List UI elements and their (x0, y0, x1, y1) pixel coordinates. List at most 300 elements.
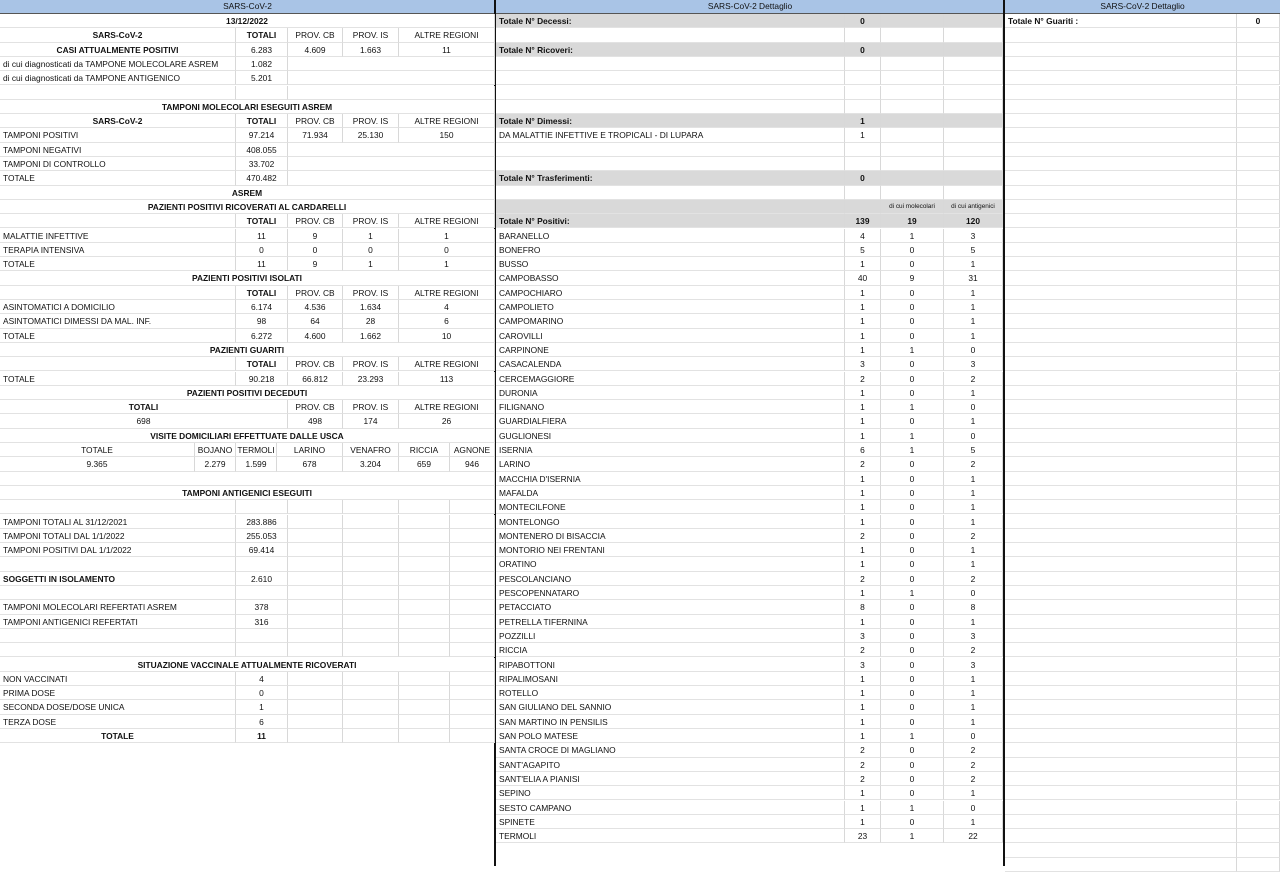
summary-cell[interactable]: 0 (399, 243, 495, 257)
comune-molecular[interactable]: 1 (881, 829, 944, 843)
summary-cell[interactable]: TERMOLI (236, 443, 277, 457)
comune-total[interactable]: 1 (845, 486, 881, 500)
summary-cell[interactable] (450, 500, 495, 514)
comune-name[interactable]: SANT'AGAPITO (496, 758, 845, 772)
comune-antigenic[interactable]: 2 (944, 772, 1003, 786)
guariti-cell[interactable] (1237, 615, 1280, 629)
guariti-cell[interactable] (1005, 486, 1237, 500)
summary-cell[interactable] (0, 643, 236, 657)
summary-cell[interactable]: PROV. IS (343, 114, 399, 128)
summary-cell[interactable] (236, 557, 288, 571)
guariti-cell[interactable] (1005, 100, 1237, 114)
guariti-cell[interactable] (1237, 543, 1280, 557)
summary-cell[interactable]: ALTRE REGIONI (399, 400, 495, 414)
summary-cell[interactable] (343, 572, 399, 586)
guariti-cell[interactable] (1237, 128, 1280, 142)
guariti-cell[interactable] (1237, 672, 1280, 686)
summary-cell[interactable] (399, 729, 450, 743)
summary-cell[interactable]: TAMPONI DI CONTROLLO (0, 157, 236, 171)
comune-antigenic[interactable]: 1 (944, 329, 1003, 343)
guariti-cell[interactable] (1005, 357, 1237, 371)
guariti-cell[interactable] (1237, 457, 1280, 471)
detail-value[interactable]: 1 (845, 128, 881, 142)
summary-cell[interactable]: PROV. CB (288, 214, 343, 228)
summary-cell[interactable] (399, 715, 450, 729)
guariti-cell[interactable] (1005, 743, 1237, 757)
comune-molecular[interactable]: 0 (881, 300, 944, 314)
comune-molecular[interactable]: 0 (881, 472, 944, 486)
guariti-cell[interactable] (1005, 772, 1237, 786)
detail-value[interactable]: 0 (845, 14, 881, 28)
comune-antigenic[interactable]: 1 (944, 515, 1003, 529)
summary-cell[interactable]: 4 (399, 300, 495, 314)
comune-antigenic[interactable]: 0 (944, 586, 1003, 600)
summary-cell[interactable]: PROV. IS (343, 214, 399, 228)
comune-total[interactable]: 1 (845, 615, 881, 629)
guariti-cell[interactable] (1005, 600, 1237, 614)
molecular-subheader[interactable]: di cui molecolari (881, 200, 944, 214)
summary-cell[interactable] (236, 629, 288, 643)
guariti-cell[interactable] (1237, 586, 1280, 600)
summary-cell[interactable] (450, 629, 495, 643)
summary-cell[interactable]: TOTALI (236, 357, 288, 371)
guariti-cell[interactable] (1005, 715, 1237, 729)
detail-cell[interactable] (944, 128, 1003, 142)
comune-total[interactable]: 1 (845, 700, 881, 714)
comune-name[interactable]: CAMPOMARINO (496, 314, 845, 328)
guariti-cell[interactable] (1005, 443, 1237, 457)
detail-label[interactable] (496, 157, 845, 171)
guariti-cell[interactable] (1005, 314, 1237, 328)
summary-cell[interactable]: SITUAZIONE VACCINALE ATTUALMENTE RICOVERATI (0, 658, 495, 672)
detail-value[interactable]: 1 (845, 114, 881, 128)
comune-molecular[interactable]: 0 (881, 815, 944, 829)
summary-cell[interactable] (0, 586, 236, 600)
comune-antigenic[interactable]: 1 (944, 686, 1003, 700)
comune-antigenic[interactable]: 3 (944, 357, 1003, 371)
summary-cell[interactable]: ASINTOMATICI DIMESSI DA MAL. INF. (0, 314, 236, 328)
summary-cell[interactable] (0, 214, 236, 228)
comune-molecular[interactable]: 0 (881, 615, 944, 629)
summary-cell[interactable]: 4.536 (288, 300, 343, 314)
guariti-cell[interactable] (1237, 801, 1280, 815)
guariti-cell[interactable] (1237, 786, 1280, 800)
comune-molecular[interactable]: 0 (881, 372, 944, 386)
guariti-cell[interactable] (1005, 114, 1237, 128)
summary-cell[interactable] (343, 515, 399, 529)
summary-cell[interactable]: SECONDA DOSE/DOSE UNICA (0, 700, 236, 714)
comune-total[interactable]: 1 (845, 715, 881, 729)
comune-name[interactable]: SANTA CROCE DI MAGLIANO (496, 743, 845, 757)
summary-cell[interactable] (399, 700, 450, 714)
comune-molecular[interactable]: 0 (881, 715, 944, 729)
summary-cell[interactable] (399, 629, 450, 643)
guariti-label[interactable]: Totale N° Guariti : (1005, 14, 1237, 28)
comune-molecular[interactable]: 1 (881, 429, 944, 443)
positivi-label[interactable]: Totale N° Positivi: (496, 214, 845, 228)
summary-cell[interactable] (399, 672, 450, 686)
summary-cell[interactable]: 23.293 (343, 372, 399, 386)
comune-molecular[interactable]: 9 (881, 271, 944, 285)
detail-value[interactable] (845, 71, 881, 85)
detail-value[interactable] (845, 157, 881, 171)
comune-total[interactable]: 23 (845, 829, 881, 843)
summary-cell[interactable]: 946 (450, 457, 495, 471)
comune-molecular[interactable]: 0 (881, 772, 944, 786)
summary-cell[interactable]: TOTALI (0, 400, 288, 414)
summary-cell[interactable]: VISITE DOMICILIARI EFFETTUATE DALLE USCA (0, 429, 495, 443)
summary-cell[interactable]: 498 (288, 414, 343, 428)
summary-cell[interactable]: 0 (236, 243, 288, 257)
comune-molecular[interactable]: 0 (881, 457, 944, 471)
comune-total[interactable]: 4 (845, 229, 881, 243)
comune-name[interactable]: CERCEMAGGIORE (496, 372, 845, 386)
summary-cell[interactable] (236, 586, 288, 600)
summary-cell[interactable]: 1.634 (343, 300, 399, 314)
comune-name[interactable]: MONTORIO NEI FRENTANI (496, 543, 845, 557)
detail-value[interactable] (845, 186, 881, 200)
comune-name[interactable]: DURONIA (496, 386, 845, 400)
detail-cell[interactable] (845, 200, 881, 214)
guariti-cell[interactable] (1237, 143, 1280, 157)
summary-cell[interactable]: PROV. CB (288, 28, 343, 42)
summary-cell[interactable]: 255.053 (236, 529, 288, 543)
guariti-cell[interactable] (1237, 286, 1280, 300)
summary-cell[interactable]: 4.600 (288, 329, 343, 343)
detail-label[interactable] (496, 186, 845, 200)
summary-cell[interactable]: 6.174 (236, 300, 288, 314)
detail-cell[interactable] (881, 114, 944, 128)
summary-cell[interactable]: TOTALI (236, 286, 288, 300)
comune-antigenic[interactable]: 1 (944, 472, 1003, 486)
guariti-cell[interactable] (1005, 343, 1237, 357)
summary-cell[interactable] (288, 715, 343, 729)
comune-antigenic[interactable]: 1 (944, 815, 1003, 829)
comune-antigenic[interactable]: 0 (944, 343, 1003, 357)
summary-cell[interactable]: 408.055 (236, 143, 288, 157)
summary-cell[interactable]: TOTALE (0, 329, 236, 343)
guariti-cell[interactable] (1005, 758, 1237, 772)
detail-value[interactable]: 0 (845, 43, 881, 57)
comune-molecular[interactable]: 0 (881, 643, 944, 657)
summary-cell[interactable]: 71.934 (288, 128, 343, 142)
guariti-cell[interactable] (1005, 729, 1237, 743)
summary-cell[interactable]: PROV. IS (343, 286, 399, 300)
guariti-cell[interactable] (1237, 71, 1280, 85)
guariti-cell[interactable] (1237, 257, 1280, 271)
summary-cell[interactable] (450, 672, 495, 686)
guariti-cell[interactable] (1005, 543, 1237, 557)
summary-cell[interactable]: 316 (236, 615, 288, 629)
comune-molecular[interactable]: 0 (881, 600, 944, 614)
guariti-cell[interactable] (1237, 700, 1280, 714)
summary-cell[interactable] (343, 586, 399, 600)
comune-name[interactable]: ISERNIA (496, 443, 845, 457)
guariti-cell[interactable] (1005, 801, 1237, 815)
guariti-cell[interactable] (1237, 572, 1280, 586)
comune-molecular[interactable]: 0 (881, 786, 944, 800)
summary-cell[interactable] (450, 600, 495, 614)
summary-cell[interactable]: MALATTIE INFETTIVE (0, 229, 236, 243)
guariti-cell[interactable] (1005, 28, 1237, 42)
summary-cell[interactable]: VENAFRO (343, 443, 399, 457)
summary-cell[interactable]: TOTALE (0, 171, 236, 185)
summary-cell[interactable] (288, 86, 495, 100)
guariti-cell[interactable] (1237, 200, 1280, 214)
detail-cell[interactable] (881, 100, 944, 114)
comune-total[interactable]: 1 (845, 515, 881, 529)
detail-value[interactable] (845, 100, 881, 114)
guariti-cell[interactable] (1005, 843, 1237, 857)
guariti-cell[interactable] (1005, 128, 1237, 142)
summary-cell[interactable]: 0 (343, 243, 399, 257)
summary-cell[interactable] (450, 700, 495, 714)
summary-cell[interactable] (343, 729, 399, 743)
guariti-cell[interactable] (1237, 743, 1280, 757)
summary-cell[interactable]: 113 (399, 372, 495, 386)
summary-cell[interactable] (343, 615, 399, 629)
comune-antigenic[interactable]: 0 (944, 801, 1003, 815)
comune-name[interactable]: LARINO (496, 457, 845, 471)
comune-molecular[interactable]: 1 (881, 729, 944, 743)
guariti-cell[interactable] (1237, 686, 1280, 700)
comune-total[interactable]: 40 (845, 271, 881, 285)
comune-name[interactable]: BONEFRO (496, 243, 845, 257)
guariti-cell[interactable] (1005, 700, 1237, 714)
summary-cell[interactable] (288, 500, 343, 514)
summary-cell[interactable] (343, 500, 399, 514)
comune-total[interactable]: 1 (845, 586, 881, 600)
summary-cell[interactable]: PROV. CB (288, 114, 343, 128)
summary-cell[interactable]: 11 (399, 43, 495, 57)
comune-molecular[interactable]: 0 (881, 257, 944, 271)
guariti-cell[interactable] (1237, 815, 1280, 829)
guariti-cell[interactable] (1237, 357, 1280, 371)
summary-cell[interactable]: ASINTOMATICI A DOMICILIO (0, 300, 236, 314)
summary-cell[interactable]: 13/12/2022 (0, 14, 495, 28)
summary-cell[interactable]: 6 (399, 314, 495, 328)
guariti-cell[interactable] (1005, 515, 1237, 529)
comune-total[interactable]: 2 (845, 372, 881, 386)
summary-cell[interactable]: ALTRE REGIONI (399, 114, 495, 128)
summary-cell[interactable]: PROV. IS (343, 400, 399, 414)
guariti-cell[interactable] (1005, 57, 1237, 71)
guariti-cell[interactable] (1005, 372, 1237, 386)
summary-cell[interactable] (0, 500, 236, 514)
comune-total[interactable]: 1 (845, 414, 881, 428)
guariti-cell[interactable] (1005, 214, 1237, 228)
guariti-cell[interactable] (1237, 243, 1280, 257)
summary-cell[interactable]: 26 (399, 414, 495, 428)
summary-cell[interactable]: 6 (236, 715, 288, 729)
guariti-cell[interactable] (1237, 472, 1280, 486)
guariti-cell[interactable] (1237, 715, 1280, 729)
summary-cell[interactable] (399, 600, 450, 614)
summary-cell[interactable] (399, 686, 450, 700)
summary-cell[interactable]: ALTRE REGIONI (399, 357, 495, 371)
guariti-cell[interactable] (1237, 229, 1280, 243)
summary-cell[interactable]: 4.609 (288, 43, 343, 57)
detail-cell[interactable] (944, 143, 1003, 157)
detail-cell[interactable] (944, 86, 1003, 100)
guariti-cell[interactable] (1237, 314, 1280, 328)
detail-label[interactable] (496, 143, 845, 157)
comune-antigenic[interactable]: 2 (944, 457, 1003, 471)
comune-total[interactable]: 1 (845, 543, 881, 557)
summary-cell[interactable] (0, 557, 236, 571)
detail-label[interactable]: Totale N° Trasferimenti: (496, 171, 845, 185)
summary-cell[interactable] (343, 629, 399, 643)
comune-name[interactable]: CAROVILLI (496, 329, 845, 343)
comune-name[interactable]: SESTO CAMPANO (496, 801, 845, 815)
guariti-cell[interactable] (1237, 114, 1280, 128)
guariti-cell[interactable] (1237, 329, 1280, 343)
comune-name[interactable]: PESCOPENNATARO (496, 586, 845, 600)
comune-name[interactable]: CAMPOLIETO (496, 300, 845, 314)
comune-name[interactable]: POZZILLI (496, 629, 845, 643)
summary-cell[interactable] (0, 629, 236, 643)
summary-cell[interactable]: 283.886 (236, 515, 288, 529)
detail-label[interactable] (496, 57, 845, 71)
summary-cell[interactable]: 66.812 (288, 372, 343, 386)
comune-antigenic[interactable]: 5 (944, 243, 1003, 257)
positivi-total[interactable]: 139 (845, 214, 881, 228)
summary-cell[interactable] (343, 700, 399, 714)
guariti-cell[interactable] (1005, 71, 1237, 85)
summary-cell[interactable] (236, 643, 288, 657)
summary-cell[interactable] (343, 529, 399, 543)
comune-name[interactable]: RIPALIMOSANI (496, 672, 845, 686)
detail-label[interactable] (496, 100, 845, 114)
guariti-cell[interactable] (1005, 786, 1237, 800)
guariti-cell[interactable] (1237, 414, 1280, 428)
detail-cell[interactable] (881, 157, 944, 171)
summary-cell[interactable] (288, 157, 495, 171)
guariti-cell[interactable] (1237, 214, 1280, 228)
summary-cell[interactable]: TAMPONI ANTIGENICI ESEGUITI (0, 486, 495, 500)
summary-cell[interactable]: TAMPONI TOTALI AL 31/12/2021 (0, 515, 236, 529)
summary-cell[interactable]: 0 (288, 243, 343, 257)
guariti-cell[interactable] (1005, 43, 1237, 57)
guariti-cell[interactable] (1237, 729, 1280, 743)
comune-total[interactable]: 1 (845, 815, 881, 829)
detail-value[interactable] (845, 28, 881, 42)
guariti-cell[interactable] (1237, 858, 1280, 872)
guariti-cell[interactable] (1005, 414, 1237, 428)
comune-molecular[interactable]: 0 (881, 686, 944, 700)
comune-antigenic[interactable]: 1 (944, 700, 1003, 714)
guariti-cell[interactable] (1237, 658, 1280, 672)
guariti-value[interactable]: 0 (1237, 14, 1280, 28)
summary-cell[interactable] (288, 629, 343, 643)
comune-molecular[interactable]: 0 (881, 329, 944, 343)
guariti-cell[interactable] (1005, 157, 1237, 171)
guariti-cell[interactable] (1237, 28, 1280, 42)
guariti-cell[interactable] (1005, 300, 1237, 314)
comune-name[interactable]: FILIGNANO (496, 400, 845, 414)
comune-total[interactable]: 1 (845, 286, 881, 300)
summary-cell[interactable]: SOGGETTI IN ISOLAMENTO (0, 572, 236, 586)
guariti-cell[interactable] (1237, 400, 1280, 414)
guariti-cell[interactable] (1005, 200, 1237, 214)
summary-cell[interactable] (399, 543, 450, 557)
detail-label[interactable] (496, 28, 845, 42)
comune-total[interactable]: 1 (845, 314, 881, 328)
summary-cell[interactable] (343, 643, 399, 657)
summary-cell[interactable]: TAMPONI MOLECOLARI ESEGUITI ASREM (0, 100, 495, 114)
summary-cell[interactable] (399, 615, 450, 629)
detail-cell[interactable] (944, 171, 1003, 185)
summary-cell[interactable] (399, 572, 450, 586)
summary-cell[interactable]: TAMPONI POSITIVI DAL 1/1/2022 (0, 543, 236, 557)
comune-antigenic[interactable]: 1 (944, 786, 1003, 800)
detail-cell[interactable] (881, 43, 944, 57)
comune-antigenic[interactable]: 0 (944, 400, 1003, 414)
summary-cell[interactable] (343, 686, 399, 700)
comune-name[interactable]: SAN GIULIANO DEL SANNIO (496, 700, 845, 714)
guariti-cell[interactable] (1005, 658, 1237, 672)
summary-cell[interactable]: 64 (288, 314, 343, 328)
comune-name[interactable]: SAN MARTINO IN PENSILIS (496, 715, 845, 729)
summary-cell[interactable]: PROV. IS (343, 28, 399, 42)
summary-cell[interactable]: ALTRE REGIONI (399, 28, 495, 42)
summary-cell[interactable]: SARS-CoV-2 (0, 114, 236, 128)
guariti-cell[interactable] (1005, 400, 1237, 414)
summary-cell[interactable]: 1.082 (236, 57, 288, 71)
guariti-cell[interactable] (1005, 86, 1237, 100)
detail-cell[interactable] (944, 114, 1003, 128)
guariti-cell[interactable] (1237, 758, 1280, 772)
comune-name[interactable]: PESCOLANCIANO (496, 572, 845, 586)
comune-name[interactable]: CARPINONE (496, 343, 845, 357)
detail-label[interactable]: DA MALATTIE INFETTIVE E TROPICALI - DI LUPARA (496, 128, 845, 142)
detail-value[interactable] (845, 86, 881, 100)
guariti-cell[interactable] (1005, 529, 1237, 543)
summary-cell[interactable]: 9 (288, 257, 343, 271)
summary-cell[interactable]: SARS-CoV-2 (0, 28, 236, 42)
guariti-cell[interactable] (1237, 629, 1280, 643)
summary-cell[interactable] (450, 586, 495, 600)
summary-cell[interactable] (0, 472, 495, 486)
guariti-cell[interactable] (1237, 100, 1280, 114)
comune-molecular[interactable]: 0 (881, 758, 944, 772)
summary-cell[interactable] (288, 686, 343, 700)
summary-cell[interactable]: TAMPONI ANTIGENICI REFERTATI (0, 615, 236, 629)
summary-cell[interactable]: 698 (0, 414, 288, 428)
comune-antigenic[interactable]: 2 (944, 643, 1003, 657)
guariti-cell[interactable] (1005, 171, 1237, 185)
summary-cell[interactable] (288, 71, 495, 85)
summary-cell[interactable] (450, 515, 495, 529)
summary-cell[interactable]: 25.130 (343, 128, 399, 142)
comune-antigenic[interactable]: 2 (944, 758, 1003, 772)
summary-cell[interactable] (399, 515, 450, 529)
guariti-cell[interactable] (1005, 572, 1237, 586)
comune-antigenic[interactable]: 22 (944, 829, 1003, 843)
summary-cell[interactable]: TOTALE (0, 443, 195, 457)
comune-total[interactable]: 1 (845, 257, 881, 271)
comune-antigenic[interactable]: 5 (944, 443, 1003, 457)
summary-cell[interactable]: 11 (236, 229, 288, 243)
summary-cell[interactable]: 69.414 (236, 543, 288, 557)
summary-cell[interactable] (450, 715, 495, 729)
summary-cell[interactable] (343, 715, 399, 729)
comune-name[interactable]: BARANELLO (496, 229, 845, 243)
summary-cell[interactable]: RICCIA (399, 443, 450, 457)
comune-antigenic[interactable]: 1 (944, 500, 1003, 514)
comune-molecular[interactable]: 1 (881, 586, 944, 600)
comune-name[interactable]: MAFALDA (496, 486, 845, 500)
